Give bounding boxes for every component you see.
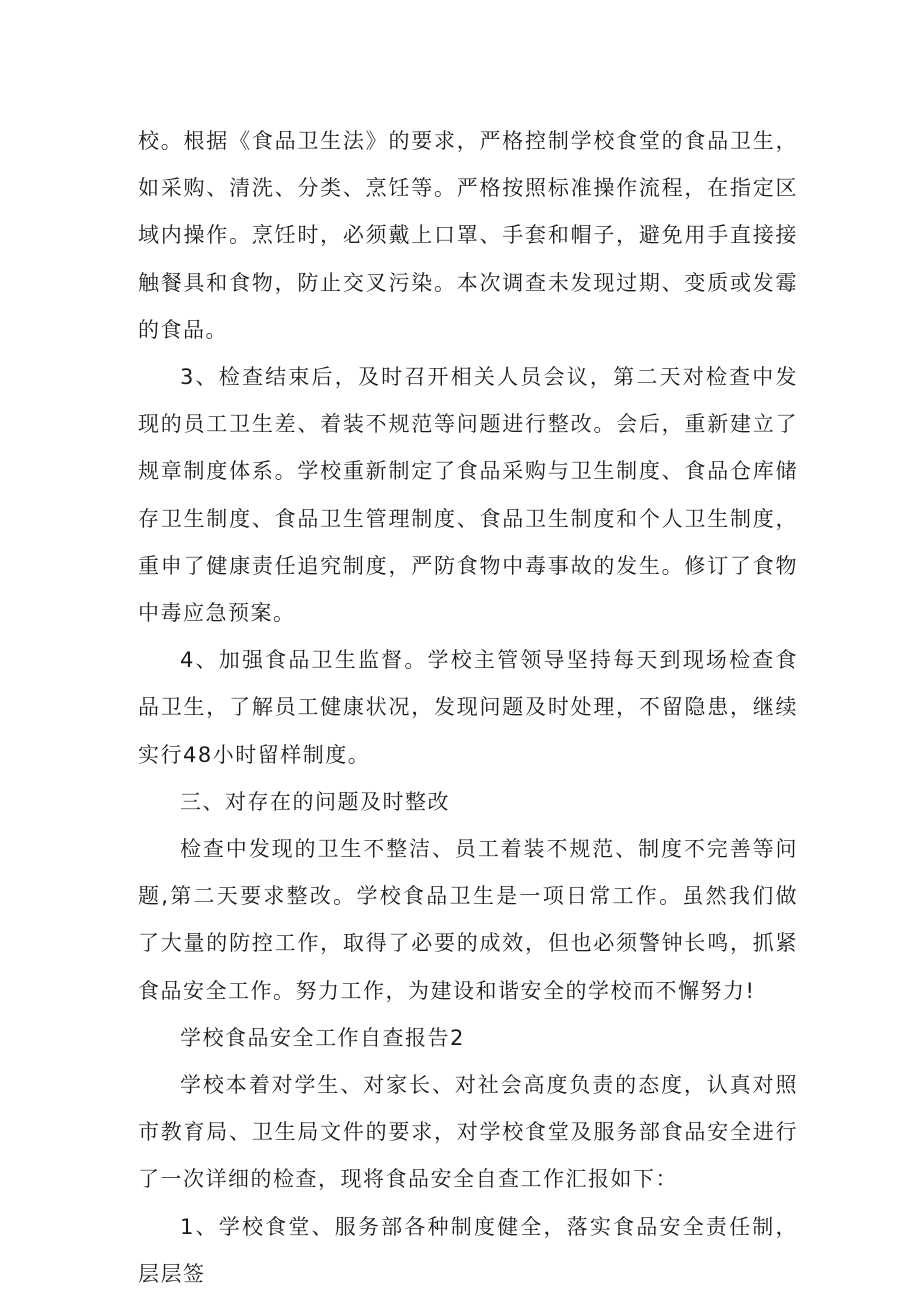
- paragraph-continuation-food-hygiene: 校。根据《食品卫生法》的要求，严格控制学校食堂的食品卫生，如采购、清洗、分类、烹饪等。严格按照标准操作流程，在指定区域内操作。烹饪时，必须戴上口罩、手套和帽子，避免用手直接接触餐具和食物，防止交叉污染。本次调查未发现过期、变质或发霉的食品。: [138, 129, 798, 342]
- paragraph-rectification-summary: 检查中发现的卫生不整洁、员工着装不规范、制度不完善等问题,第二天要求整改。学校食品卫生是一项日常工作。虽然我们做了大量的防控工作，取得了必要的成效，但也必须警钟长鸣，抓紧食品安全工作。努力工作，为建设和谐安全的学校而不懈努力!: [138, 837, 798, 1003]
- paragraph-report-2-intro: 学校本着对学生、对家长、对社会高度负责的态度，认真对照市教育局、卫生局文件的要求，对学校食堂及服务部食品安全进行了一次详细的检查，现将食品安全自查工作汇报如下：: [138, 1073, 798, 1192]
- paragraph-item-4-supervision: 4、加强食品卫生监督。学校主管领导坚持每天到现场检查食品卫生，了解员工健康状况，发现问题及时处理，不留隐患，继续实行48小时留样制度。: [138, 648, 798, 767]
- section-heading-rectify-problems: 三、对存在的问题及时整改: [180, 789, 450, 814]
- document-body: [138, 118, 798, 1298]
- report-title-2: 学校食品安全工作自查报告2: [180, 1025, 465, 1050]
- paragraph-item-3-rectification-meeting: 3、检查结束后，及时召开相关人员会议，第二天对检查中发现的员工卫生差、着装不规范等问题进行整改。会后，重新建立了规章制度体系。学校重新制定了食品采购与卫生制度、食品仓库储存卫生制度、食品卫生管理制度、食品卫生制度和个人卫生制度，重申了健康责任追究制度，严防食物中毒事故的发生。修订了食物中毒应急预案。: [138, 365, 798, 626]
- paragraph-report-2-item-1: 1、学校食堂、服务部各种制度健全，落实食品安全责任制，层层签: [138, 1214, 798, 1286]
